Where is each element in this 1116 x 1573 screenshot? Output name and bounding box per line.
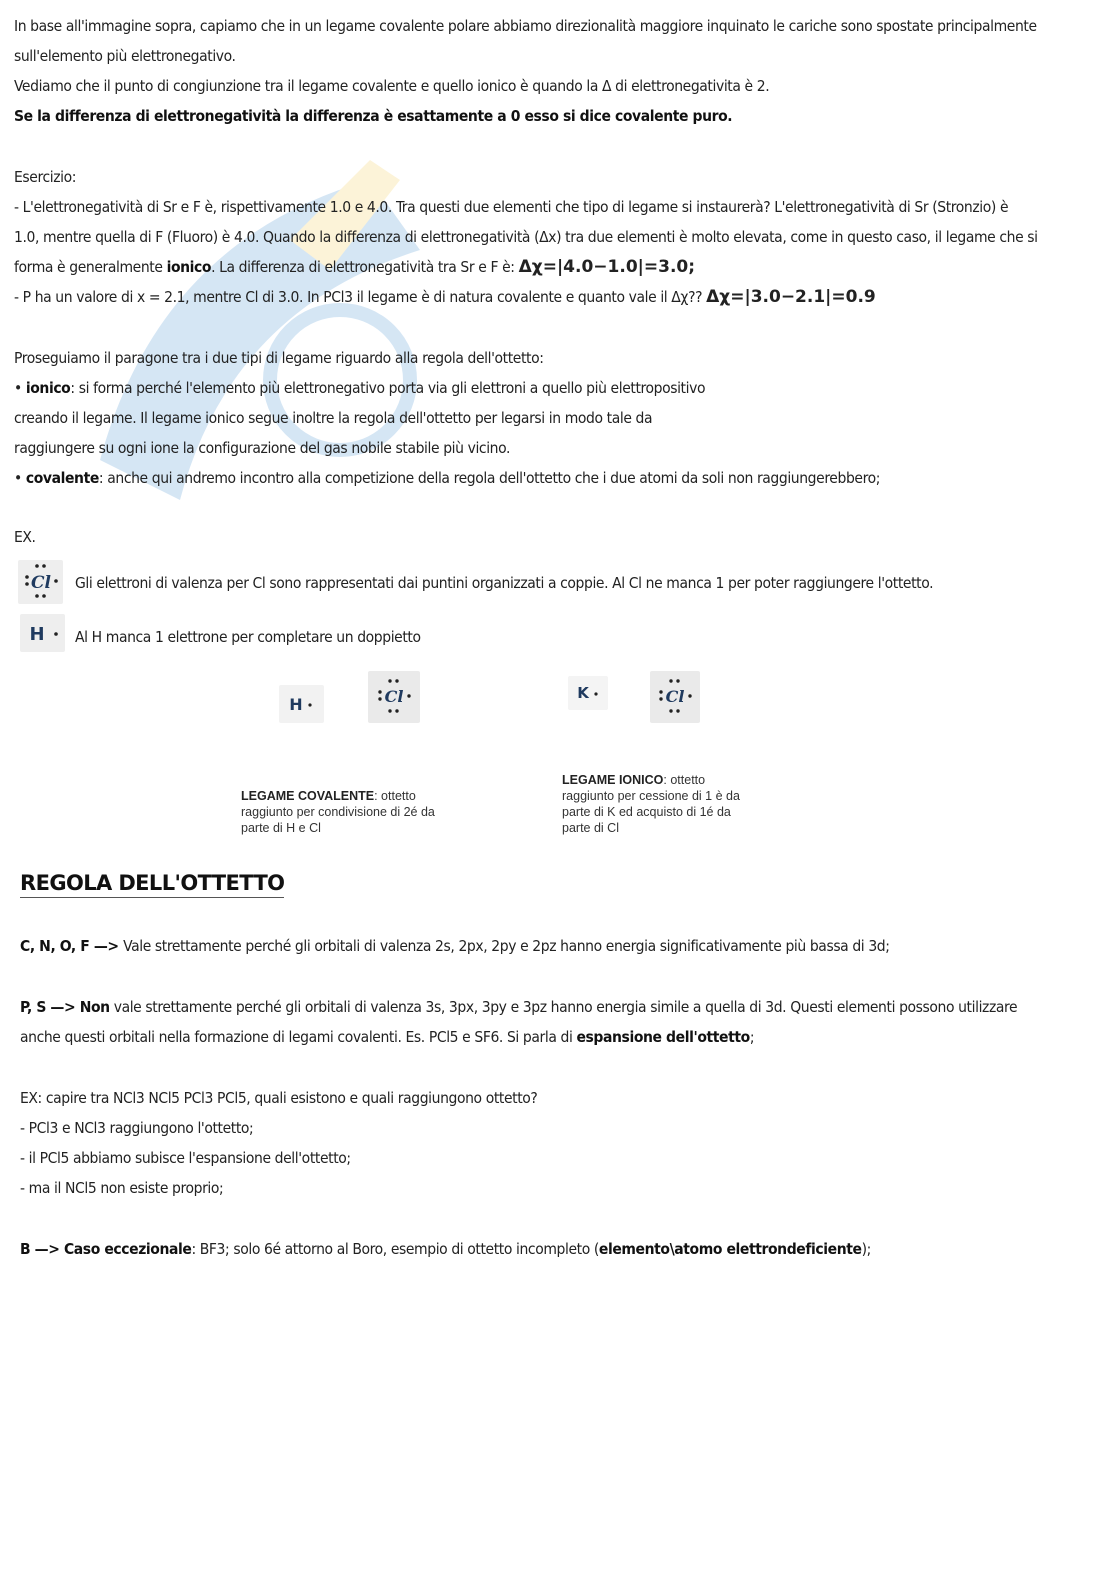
caption-covalent-l3: parte di H e Cl	[241, 821, 321, 835]
diagram-k-symbol-box	[568, 676, 608, 710]
diagram-cl-symbol-covalent: Cl	[384, 687, 404, 706]
octet-heading: REGOLA DELL'OTTETTO	[20, 871, 284, 898]
intro-line-1: In base all'immagine sopra, capiamo che in un legame covalente polare abbiamo direzionalità maggiore inquinato le cariche sono spostate principalmente	[14, 17, 1037, 35]
bullet: •	[14, 379, 26, 397]
exercise-line-2: 1.0, mentre quella di F (Fluoro) è 4.0. Quando la differenza di elettronegatività (Δx) tra due elementi è molto elevata, come in questo caso, il legame che si	[14, 228, 1038, 246]
octet-ps-text: vale strettamente perché gli orbitali di valenza 3s, 3px, 3py e 3pz hanno energia simile a quella di 3d. Questi elementi possono utilizzare	[109, 998, 1018, 1016]
covalent-label: covalente	[25, 469, 99, 487]
example-cl-text: Gli elettroni di valenza per Cl sono rappresentati dai puntini organizzati a coppie. Al Cl ne manca 1 per poter raggiungere l'ottetto.	[75, 574, 934, 592]
diagram-cl-symbol-ionic: Cl	[665, 687, 685, 706]
intro-line-3: Vediamo che il punto di congiunzione tra il legame covalente e quello ionico è quando la Δ di elettronegativita è 2.	[14, 77, 770, 95]
octet-boron-line	[20, 1240, 871, 1258]
octet-ex-line-3: - il PCl5 abbiamo subisce l'espansione dell'ottetto;	[20, 1149, 351, 1167]
caption-covalent-title: LEGAME COVALENTE	[241, 789, 375, 803]
caption-ionic-title: LEGAME IONICO	[562, 773, 664, 787]
octet-boron-end: );	[861, 1240, 871, 1258]
octet-ps-l2-pre: anche questi orbitali nella formazione di legami covalenti. Es. PCl5 e SF6. Si parla di	[20, 1028, 577, 1046]
lewis-h-image	[20, 614, 65, 652]
diagram-cl-symbol-box-ionic	[650, 671, 700, 723]
compare-ionic	[14, 379, 705, 397]
diagram-cl-symbol-box-covalent	[368, 671, 420, 723]
octet-ex-line-4: - ma il NCl5 non esiste proprio;	[20, 1179, 224, 1197]
compare-line-4: raggiungere su ogni ione la configurazione del gas nobile stabile più vicino.	[14, 439, 510, 457]
caption-covalent-l2: raggiunto per condivisione di 2é da	[241, 805, 435, 819]
octet-expansion-bold: espansione dell'ottetto	[576, 1028, 750, 1046]
octet-boron-bold: B —> Caso eccezionale	[20, 1240, 192, 1258]
caption-ionic	[562, 772, 740, 836]
ionic-label: ionico	[25, 379, 71, 397]
caption-ionic-l4: parte di Cl	[562, 821, 619, 835]
diagram-h-symbol-box	[279, 685, 324, 723]
exercise-line-1: - L'elettronegatività di Sr e F è, rispettivamente 1.0 e 4.0. Tra questi due elementi che tipo di legame si instaurerà? L'elettronegatività di Sr (Stronzio) è	[14, 198, 1009, 216]
lewis-cl-image	[18, 560, 63, 604]
octet-ex-line-1: EX: capire tra NCl3 NCl5 PCl3 PCl5, quali esistono e quali raggiungono ottetto?	[20, 1089, 538, 1107]
lewis-cl-symbol: Cl	[31, 573, 51, 593]
intro-line-2: sull'elemento più elettronegativo.	[14, 47, 236, 65]
compare-line-3: creando il legame. Il legame ionico segue inoltre la regola dell'ottetto per legarsi in modo tale da	[14, 409, 653, 427]
exercise-line-3-mid: . La differenza di elettronegatività tra Sr e F è:	[211, 258, 519, 276]
bullet: •	[14, 469, 26, 487]
exercise-line-4-pre: - P ha un valore di x = 2.1, mentre Cl di 3.0. In PCl3 il legame è di natura covalente e quanto vale il Δχ??	[14, 288, 707, 306]
octet-cnof-text: Vale strettamente perché gli orbitali di valenza 2s, 2px, 2py e 2pz hanno energia significativamente più bassa di 3d;	[123, 937, 890, 955]
octet-cnof-bold: C, N, O, F —>	[20, 937, 124, 955]
octet-boron-text: : BF3; solo 6é attorno al Boro, esempio di ottetto incompleto (	[191, 1240, 599, 1258]
intro-line-4	[14, 107, 732, 125]
caption-ionic-l3: parte di K ed acquisto di 1é da	[562, 805, 731, 819]
covalent-text: : anche qui andremo incontro alla competizione della regola dell'ottetto che i due atomi da soli non raggiungerebbero;	[98, 469, 880, 487]
diagram-k-symbol: K	[577, 684, 589, 702]
octet-ps-line-2	[20, 1028, 754, 1046]
exercise-line-3-pre: forma è generalmente	[14, 258, 167, 276]
octet-ex-line-2: - PCl3 e NCl3 raggiungono l'ottetto;	[20, 1119, 254, 1137]
caption-ionic-l1: : ottetto	[663, 773, 706, 787]
diagram-h-symbol: H	[289, 695, 303, 714]
exercise-title: Esercizio:	[14, 168, 77, 186]
formula-p-cl: Δχ=|3.0−2.1|=0.9	[706, 287, 876, 307]
octet-ps-l2-end: ;	[749, 1028, 755, 1046]
caption-covalent	[241, 788, 435, 836]
octet-cnof-line	[20, 937, 890, 955]
compare-intro: Proseguiamo il paragone tra i due tipi di legame riguardo alla regola dell'ottetto:	[14, 349, 544, 367]
example-label: EX.	[14, 528, 36, 546]
caption-ionic-l2: raggiunto per cessione di 1 è da	[562, 789, 740, 803]
caption-covalent-l1: : ottetto	[374, 789, 416, 803]
exercise-line-4	[14, 287, 876, 307]
octet-ps-line-1	[20, 998, 1017, 1016]
ionic-text: : si forma perché l'elemento più elettronegativo porta via gli elettroni a quello più elettropositivo	[70, 379, 706, 397]
octet-electron-deficient-bold: elemento\atomo elettrondeficiente	[598, 1240, 862, 1258]
octet-ps-bold: P, S —> Non	[20, 998, 110, 1016]
exercise-line-3	[14, 257, 695, 277]
intro-bold-statement: Se la differenza di elettronegatività la differenza è esattamente a 0 esso si dice covalente puro.	[14, 107, 733, 125]
compare-covalent	[14, 469, 880, 487]
formula-sr-f: Δχ=|4.0−1.0|=3.0;	[518, 257, 696, 277]
lewis-h-symbol: H	[29, 624, 45, 645]
example-h-text: Al H manca 1 elettrone per completare un doppietto	[75, 628, 421, 646]
exercise-ionic-bold: ionico	[166, 258, 212, 276]
